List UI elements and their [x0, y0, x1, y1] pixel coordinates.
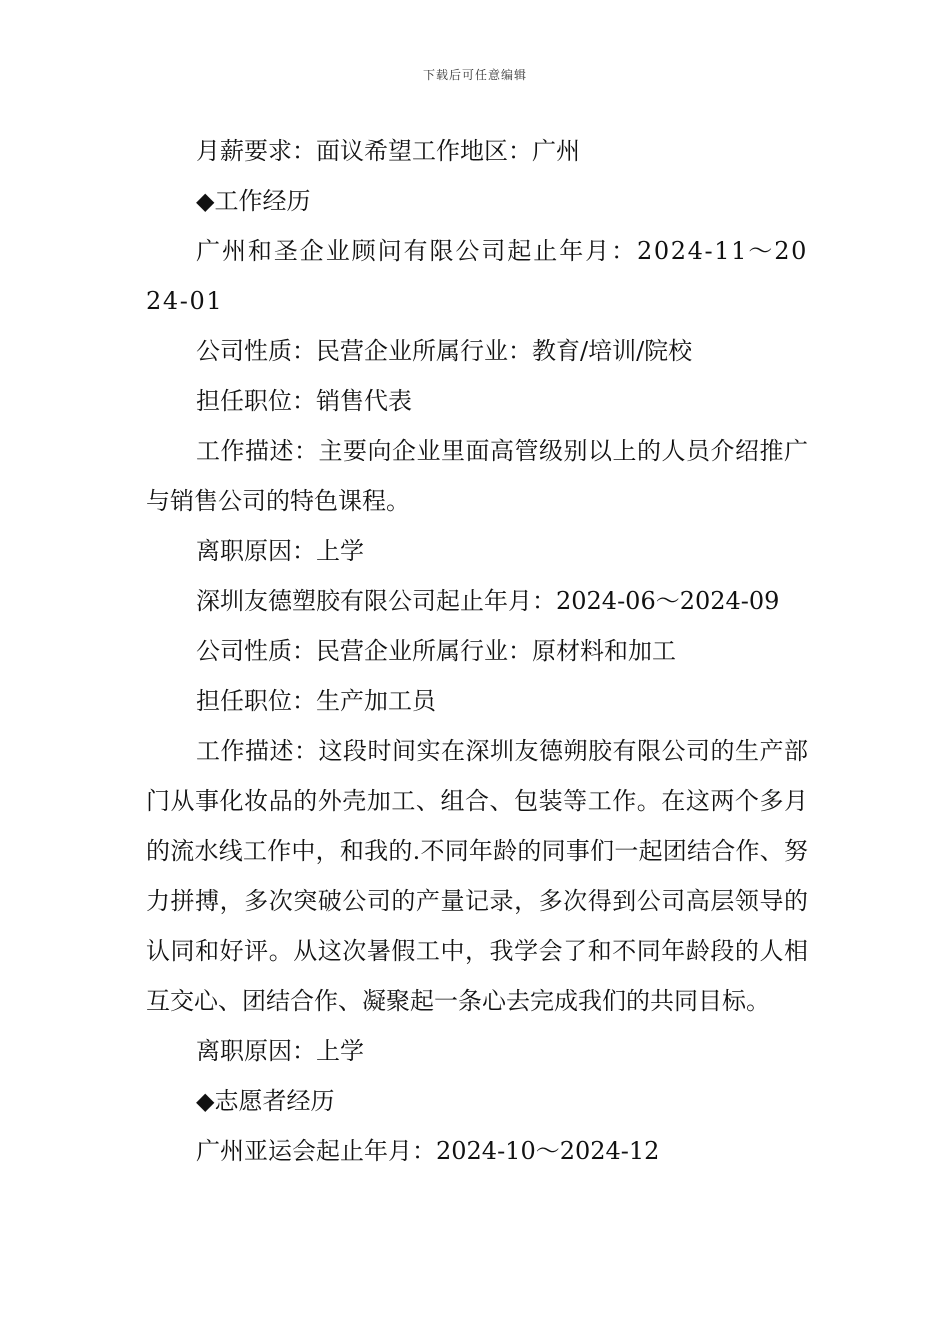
work-experience-heading: ◆工作经历 — [196, 187, 311, 215]
job2-leave-reason: 离职原因：上学 — [196, 1037, 364, 1065]
job1-leave-reason: 离职原因：上学 — [196, 537, 364, 565]
job1-position: 担任职位：销售代表 — [196, 387, 412, 415]
document-body — [146, 126, 808, 1176]
salary-expectation-line: 月薪要求：面议希望工作地区：广州 — [196, 137, 580, 165]
job1-company-dates: 广州和圣企业顾问有限公司起止年月：2024-11～2024-01 — [146, 237, 808, 315]
volunteer-experience-heading: ◆志愿者经历 — [196, 1087, 335, 1115]
job1-description: 工作描述：主要向企业里面高管级别以上的人员介绍推广与销售公司的特色课程。 — [146, 437, 808, 515]
page-header-note: 下载后可任意编辑 — [422, 68, 527, 82]
job1-company-type: 公司性质：民营企业所属行业：教育/培训/院校 — [196, 337, 693, 365]
job2-company-dates: 深圳友德塑胶有限公司起止年月：2024-06～2024-09 — [196, 587, 780, 615]
volunteer1-event-dates: 广州亚运会起止年月：2024-10～2024-12 — [196, 1137, 660, 1165]
job2-company-type: 公司性质：民营企业所属行业：原材料和加工 — [196, 637, 676, 665]
job2-position: 担任职位：生产加工员 — [196, 687, 436, 715]
job2-description: 工作描述：这段时间实在深圳友德朔胶有限公司的生产部门从事化妆品的外壳加工、组合、包装等工作。在这两个多月的流水线工作中，和我的.不同年龄的同事们一起团结合作、努力拼搏，多次突破公司的产量记录，多次得到公司高层领导的认同和好评。从这次暑假工中，我学会了和不同年龄段的人相互交心、团结合作、凝聚起一条心去完成我们的共同目标。 — [146, 737, 808, 1015]
